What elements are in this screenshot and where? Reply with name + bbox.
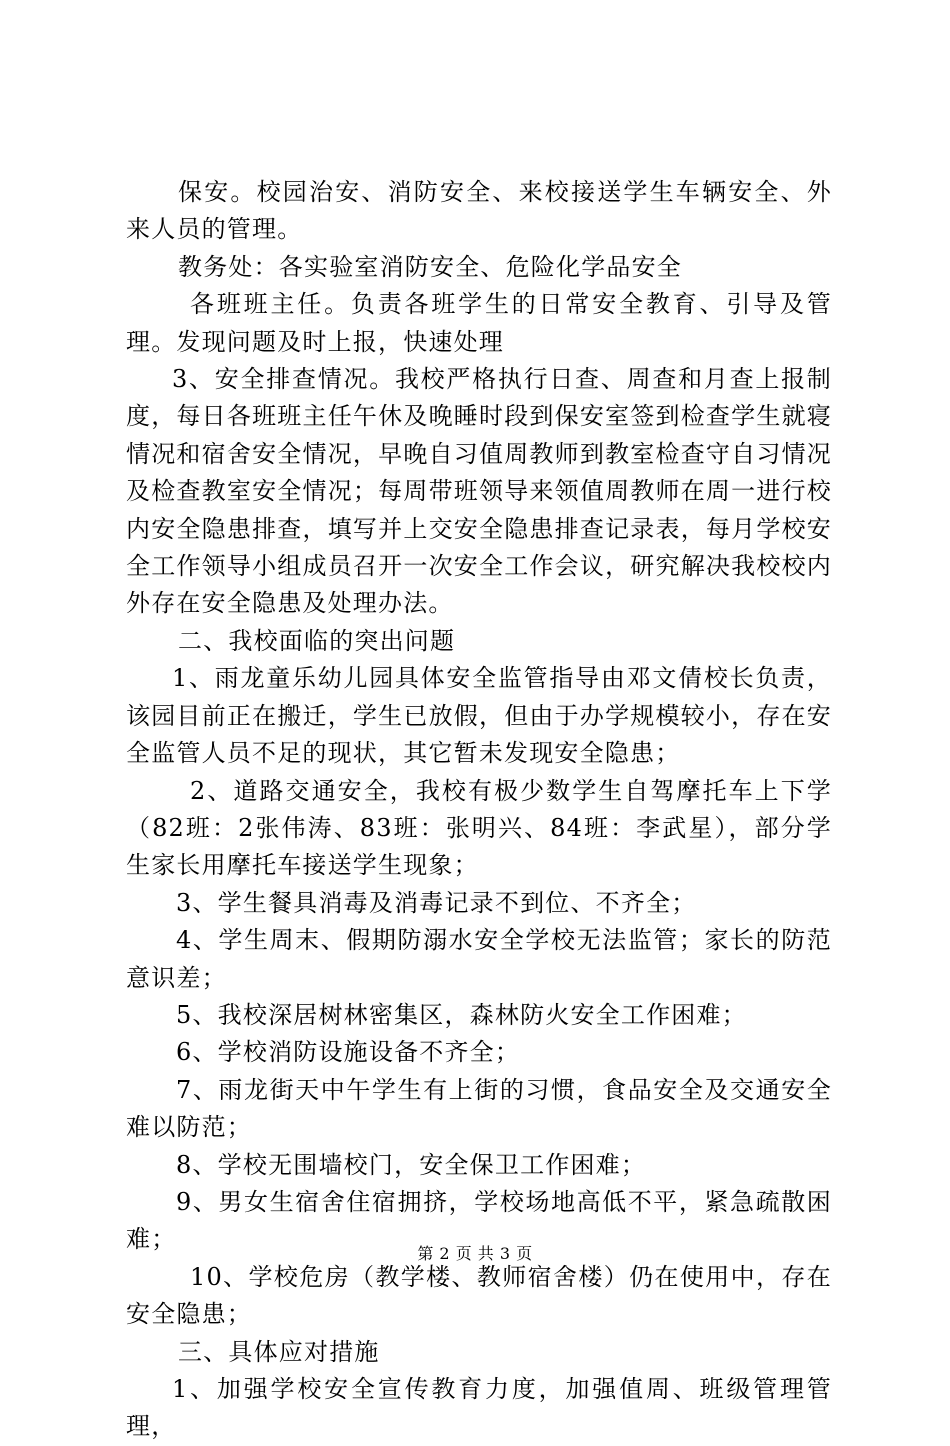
problem-item-8: 8、学校无围墙校门，安全保卫工作困难；: [176, 1150, 647, 1179]
problem-item-1: 1、雨龙童乐幼儿园具体安全监管指导由邓文倩校长负责，该园目前正在搬迁，学生已放假，但由于办学规模较小，存在安全监管人员不足的现状，其它暂未发现安全隐患；: [126, 664, 832, 768]
problem-item-4: 4、学生周末、假期防溺水安全学校无法监管；家长的防范意识差；: [126, 926, 832, 992]
page-footer: 第 2 页 共 3 页: [417, 1244, 533, 1263]
problem-item-10: 10、学校危房（教学楼、教师宿舍楼）仍在使用中，存在安全隐患；: [126, 1262, 832, 1329]
problem-item-3: 3、学生餐具消毒及消毒记录不到位、不齐全；: [176, 888, 697, 917]
paragraph-inspection: 3、安全排查情况。我校严格执行日查、周查和月查上报制度，每日各班班主任午休及晚睡时段到保安室签到检查学生就寝情况和宿舍安全情况，早晚自习值周教师到教室检查守自习情况及检查教室安全情况；每周带班领导来领值周教师在周一进行校内安全隐患排查，填写并上交安全隐患排查记录表，每月学校安全工作领导小组成员召开一次安全工作会议，研究解决我校校内外存在安全隐患及处理办法。: [126, 365, 832, 618]
section-heading-measures: 三、具体应对措施: [178, 1337, 380, 1366]
problem-item-6: 6、学校消防设施设备不齐全；: [176, 1038, 521, 1067]
problem-item-7: 7、雨龙街天中午学生有上街的习惯，食品安全及交通安全难以防范；: [126, 1075, 832, 1142]
measure-item-1: 1、加强学校安全宣传教育力度，加强值周、班级管理管理，: [126, 1375, 832, 1441]
paragraph-security-duty: 保安。校园治安、消防安全、来校接送学生车辆安全、外来人员的管理。: [126, 178, 832, 244]
problem-item-5: 5、我校深居树林密集区，森林防火安全工作困难；: [176, 1000, 747, 1029]
paragraph-class-teachers: 各班班主任。负责各班学生的日常安全教育、引导及管理。发现问题及时上报，快速处理: [126, 290, 832, 356]
paragraph-academic-office: 教务处：各实验室消防安全、危险化学品安全: [178, 252, 682, 281]
problem-item-2: 2、道路交通安全，我校有极少数学生自驾摩托车上下学（82班：2张伟涛、83班：张明兴、84班：李武星），部分学生家长用摩托车接送学生现象；: [126, 776, 832, 880]
problem-item-9: 9、男女生宿舍住宿拥挤，学校场地高低不平，紧急疏散困难；: [126, 1187, 832, 1254]
section-heading-problems: 二、我校面临的突出问题: [178, 626, 456, 655]
